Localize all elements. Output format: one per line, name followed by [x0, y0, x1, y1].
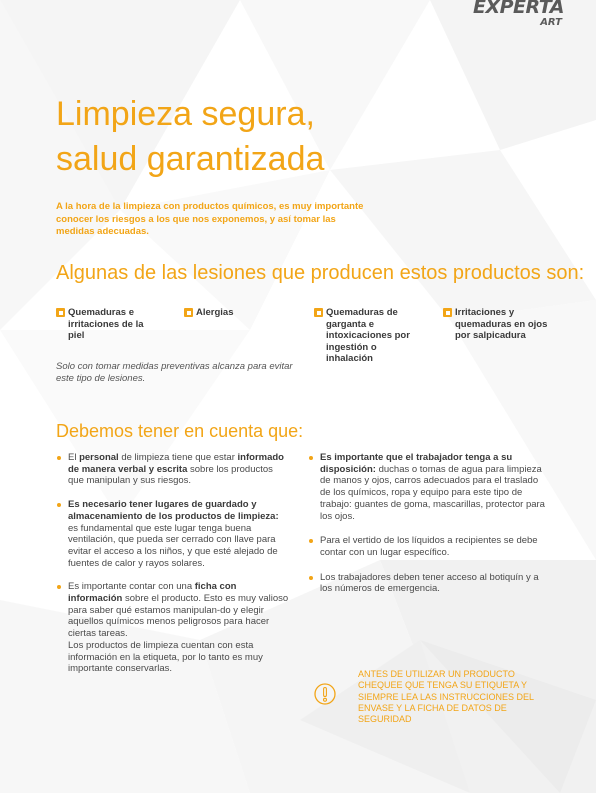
list-item: Es importante contar con una ficha con información sobre el producto. Esto es muy valioso para saber qué estamos manipulan-do y elegir aquellos químicos menos peligrosos para hacer ciertas tareas. Los productos de limpieza cuentan con esta información en la etiqueta, por lo tanto es muy importante conservarlas.: [56, 581, 291, 675]
left-column: [56, 452, 291, 687]
bold-text: personal: [79, 452, 119, 463]
list-item: Es importante que el trabajador tenga a su disposición: duchas o tomas de agua para limpieza de manos y ojos, carros adecuados para el traslado de los químicos, ropa y equipo para este tipo de trabajo: guantes de goma, mascarillas, protector para los ojos.: [308, 452, 550, 522]
list-item: Para el vertido de los líquidos a recipientes se debe contar con un lugar específico.: [308, 535, 550, 558]
lesion-label: Irritaciones y quemaduras en ojos por salpicadura: [455, 307, 548, 341]
page-title: [56, 92, 324, 182]
bold-text: informado de manera verbal y escrita: [68, 452, 284, 475]
bold-text: Es importante que el trabajador tenga a su disposición:: [320, 452, 513, 475]
lesion-label: Quemaduras de garganta e intoxicaciones por ingestión o inhalación: [326, 307, 410, 364]
intro-paragraph: A la hora de la limpieza con productos químicos, es muy importante conocer los riesgos a los que nos exponemos, y así tomar las medidas adecuadas.: [56, 201, 364, 237]
title-line-2: salud garantizada: [56, 140, 325, 178]
experta-art-logo: [473, 0, 564, 28]
title-line-1: Limpieza segura,: [56, 95, 315, 133]
bullet-dot-icon: [57, 503, 61, 507]
bullet-dot-icon: [309, 456, 313, 460]
square-bullet-icon: [443, 308, 452, 317]
logo-wordmark: EXPERTA: [473, 0, 564, 18]
exclamation-circle-icon: [314, 683, 336, 705]
right-column: [308, 452, 550, 608]
lesions-heading: Algunas de las lesiones que producen estos productos son:: [56, 262, 585, 284]
square-bullet-icon: [314, 308, 323, 317]
section-heading: Debemos tener en cuenta que:: [56, 421, 304, 441]
lesion-item: [184, 307, 264, 319]
square-bullet-icon: [56, 308, 65, 317]
lesion-label: Alergias: [196, 307, 234, 318]
prevention-note: Solo con tomar medidas preventivas alcanza para evitar este tipo de lesiones.: [56, 361, 293, 384]
list-item: Es necesario tener lugares de guardado y almacenamiento de los productos de limpieza: es fundamental que este lugar tenga buena ventilación, que pueda ser cerrado con llave para evitar el acceso a los niños, y que esté alejado de fuentes de calor y rayos solares.: [56, 499, 291, 569]
lesion-label: Quemaduras e irritaciones de la piel: [68, 307, 144, 341]
lesion-item: [314, 307, 424, 365]
bold-text: ficha con información: [68, 581, 237, 605]
bullet-dot-icon: [309, 576, 313, 580]
bullet-dot-icon: [57, 456, 61, 460]
square-bullet-icon: [184, 308, 193, 317]
lesion-item: [443, 307, 548, 342]
list-item: Los trabajadores deben tener acceso al botiquín y a los números de emergencia.: [308, 572, 550, 595]
safety-warning: ANTES DE UTILIZAR UN PRODUCTO CHEQUEE QUE TENGA SU ETIQUETA Y SIEMPRE LEA LAS INSTRUCCIONES DEL ENVASE Y LA FICHA DE DATOS DE SEGURIDAD: [358, 669, 534, 725]
bullet-dot-icon: [309, 539, 313, 543]
list-item: El personal de limpieza tiene que estar informado de manera verbal y escrita sobre los productos que manipulan y sus riesgos.: [56, 452, 291, 487]
lesion-item: [56, 307, 156, 342]
logo-subtitle: ART: [540, 17, 562, 28]
bold-text: Es necesario tener lugares de guardado y almacenamiento de los productos de limpieza:: [68, 499, 279, 522]
bullet-dot-icon: [57, 585, 61, 589]
